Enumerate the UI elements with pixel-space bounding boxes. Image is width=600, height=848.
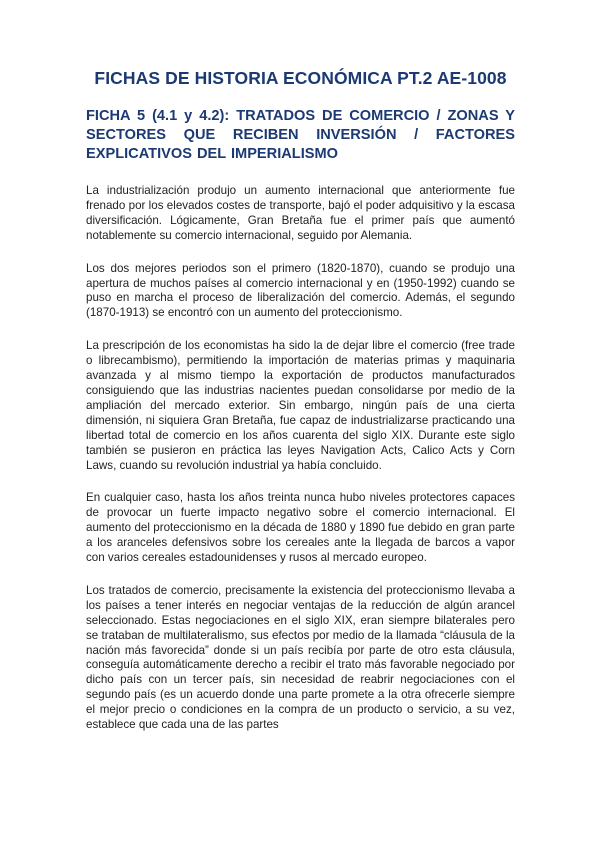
- paragraph-periodos: Los dos mejores periodos son el primero (1820-1870), cuando se produjo una apertura de muchos países al comercio internacional y en (1950-1992) cuando se puso en marcha el proceso de liberalización del comercio. Además, el segundo (1870-1913) se encontró con un aumento del proteccionismo.: [86, 261, 515, 320]
- paragraph-industrializacion: La industrialización produjo un aumento internacional que anteriormente fue frenado por los elevados costes de transporte, bajó el poder adquisitivo y la escasa diversificación. Lógicamente, Gran Bretaña fue el primer país que aumentó notablemente su comercio internacional, seguido por Alemania.: [86, 184, 515, 242]
- body-text: [86, 184, 515, 733]
- document-title: FICHAS DE HISTORIA ECONÓMICA PT.2 AE-1008: [94, 68, 507, 88]
- paragraph-prescripcion: La prescripción de los economistas ha sido la de dejar libre el comercio (free trade o librecambismo), permitiendo la importación de materias primas y maquinaria avanzada y al mismo tiempo la exportación de productos manufacturados consiguiendo que las industrias nacientes puedan consolidarse por medio de la ampliación del mercado exterior. Sin embargo, ningún país de una cierta dimensión, ni siquiera Gran Bretaña, fue capaz de industrializarse practicando una libertad total de comercio en los años cuarenta del siglo XIX. Durante este siglo también se pusieron en práctica las leyes Navigation Acts, Calico Acts y Corn Laws, cuando su revolución industrial ya había concluido.: [86, 339, 515, 472]
- document-page: [86, 66, 515, 751]
- paragraph-proteccionismo: En cualquier caso, hasta los años treinta nunca hubo niveles protectores capaces de provocar un fuerte impacto negativo sobre el comercio internacional. El aumento del proteccionismo en la década de 1880 y 1890 fue debido en gran parte a los aranceles defensivos sobre los cereales ante la llegada de barcos a vapor con varios cereales estadounidenses y rusos al mercado europeo.: [86, 491, 515, 565]
- paragraph-tratados: Los tratados de comercio, precisamente la existencia del proteccionismo llevaba a los países a tener interés en negociar ventajas de la reducción de algún arancel seleccionado. Estas negociaciones en el siglo XIX, eran siempre bilaterales pero se trataban de multilateralismo, sus efectos por medio de la llamada “cláusula de la nación más favorecida” donde si un país recibía por parte de otro esta cláusula, conseguía automáticamente derecho a recibir el trato más favorable negociado por dicho país con un tercer país, sin necesidad de reabrir negociaciones con el segundo país (es un acuerdo donde una parte promete a la otra ofrecerle siempre el mejor precio o condiciones en la compra de un producto o servicio, a su vez, establece que cada una de las partes: [86, 583, 515, 732]
- section-title: FICHA 5 (4.1 y 4.2): TRATADOS DE COMERCIO / ZONAS Y SECTORES QUE RECIBEN INVERSIÓN / FACTORES EXPLICATIVOS DEL IMPERIALISMO: [86, 108, 515, 162]
